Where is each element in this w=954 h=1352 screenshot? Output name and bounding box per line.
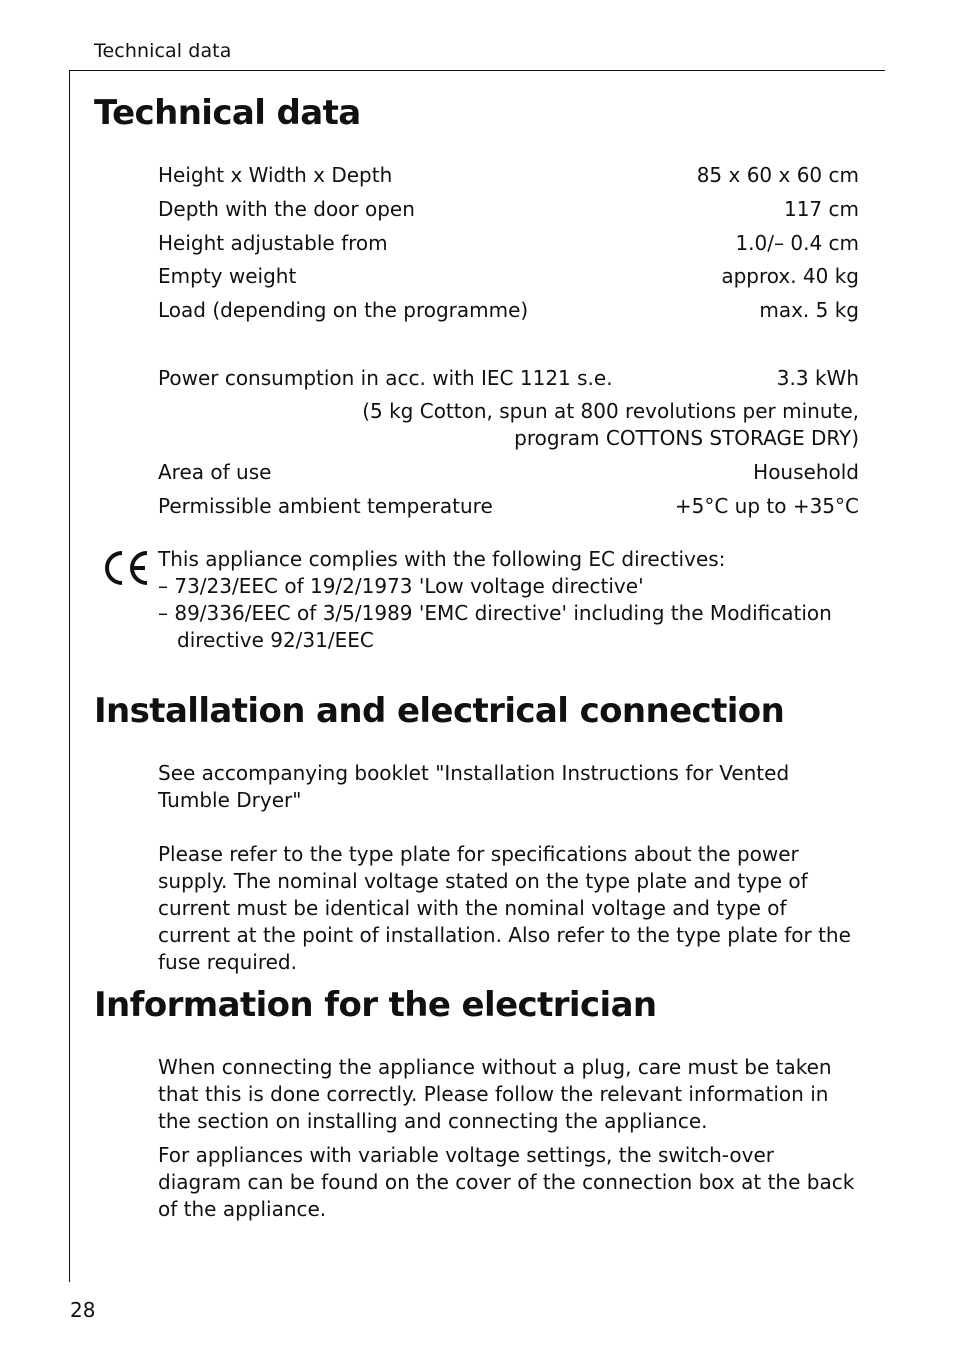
running-header: Technical data [94, 40, 232, 62]
installation-booklet-paragraph: See accompanying booklet "Installation Instructions for Vented Tumble Dryer" [158, 761, 790, 812]
spec-value: 85 x 60 x 60 cm [696, 163, 859, 187]
page-number: 28 [70, 1298, 96, 1322]
electrician-heading: Information for the electrician [94, 985, 657, 1025]
spec-value: 3.3 kWh [776, 366, 859, 390]
spec-label: Area of use [158, 460, 272, 484]
spec-value: 1.0/– 0.4 cm [735, 231, 859, 255]
spec-label: Permissible ambient temperature [158, 494, 493, 518]
spec-value: 117 cm [783, 197, 859, 221]
spec-row-area-of-use [158, 458, 859, 486]
spec-row-temperature [158, 492, 859, 520]
electrician-voltage-paragraph: For appliances with variable voltage settings, the switch-over diagram can be found on the cover of the connection box at the back of the appliance. [158, 1143, 855, 1221]
installation-heading: Installation and electrical connection [94, 691, 785, 731]
spec-value: +5°C up to +35°C [674, 494, 859, 518]
spec-row-dimensions [158, 161, 859, 189]
spec-label: Empty weight [158, 264, 297, 288]
ce-directive-emc: – 89/336/EEC of 3/5/1989 'EMC directive' including the Modification directive 92/31/EEC [158, 601, 832, 652]
power-note-line-2: program COTTONS STORAGE DRY) [514, 426, 859, 450]
power-note-line-1: (5 kg Cotton, spun at 800 revolutions per minute, [362, 399, 859, 423]
spec-label: Height x Width x Depth [158, 163, 393, 187]
spec-value: Household [753, 460, 859, 484]
technical-data-heading: Technical data [94, 93, 361, 133]
spec-row-power [158, 364, 859, 392]
electrician-connection-paragraph: When connecting the appliance without a plug, care must be taken that this is done correctly. Please follow the relevant information in the section on installing and connecting the appliance. [158, 1055, 832, 1133]
top-rule [69, 70, 885, 71]
spec-label: Load (depending on the programme) [158, 298, 529, 322]
spec-row-door-depth [158, 195, 859, 223]
spec-label: Depth with the door open [158, 197, 415, 221]
side-rule [69, 70, 70, 1282]
ce-mark-icon [103, 548, 151, 588]
spec-row-load [158, 296, 859, 324]
spec-label: Power consumption in acc. with IEC 1121 s.e. [158, 366, 613, 390]
ce-directive-low-voltage: – 73/23/EEC of 19/2/1973 'Low voltage directive' [158, 574, 644, 598]
spec-value: approx. 40 kg [721, 264, 859, 288]
ce-declaration [158, 546, 858, 654]
spec-label: Height adjustable from [158, 231, 388, 255]
ce-intro: This appliance complies with the following EC directives: [158, 547, 726, 571]
spec-row-empty-weight [158, 262, 859, 290]
spec-value: max. 5 kg [759, 298, 859, 322]
spec-row-height-adjust [158, 229, 859, 257]
installation-power-supply-paragraph: Please refer to the type plate for specifications about the power supply. The nominal voltage stated on the type plate and type of current must be identical with the nominal voltage and type of current at the point of installation. Also refer to the type plate for the fuse required. [158, 842, 851, 974]
